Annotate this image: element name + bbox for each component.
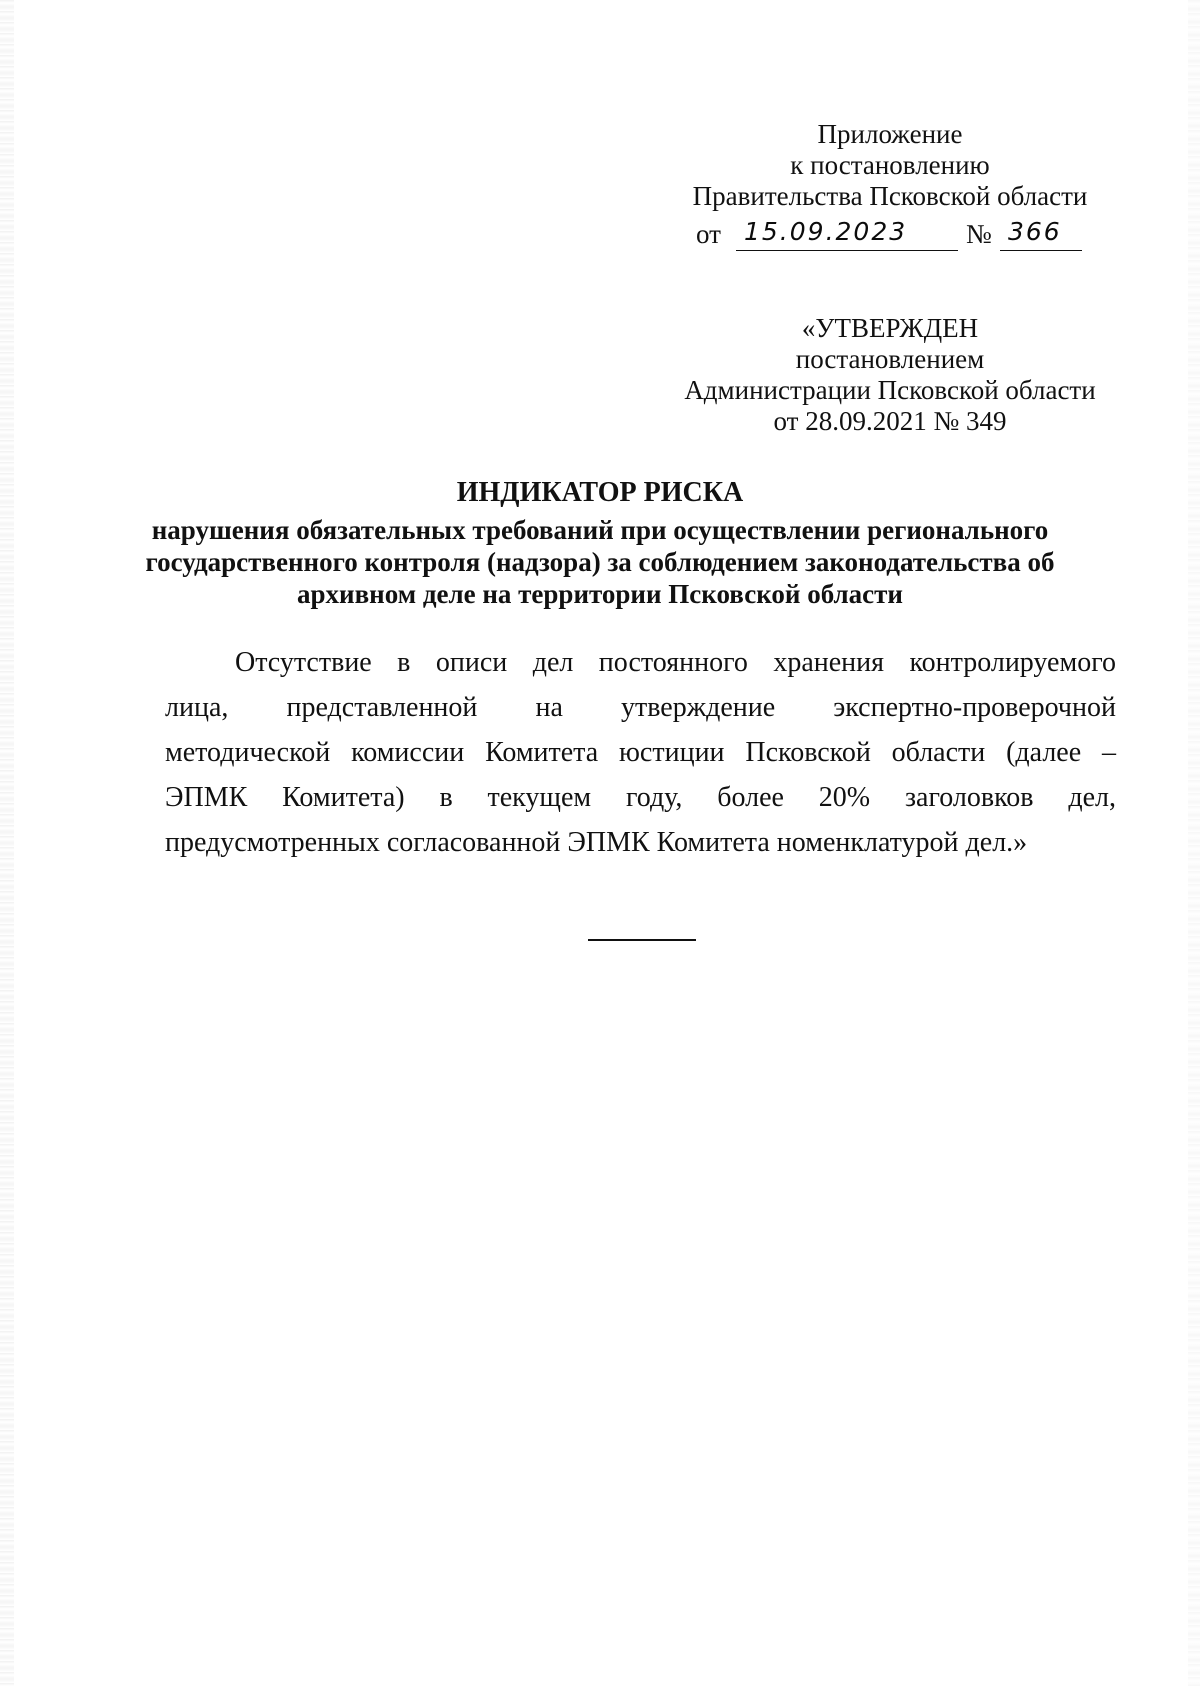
approved-block [660, 312, 1120, 436]
body-line: Отсутствие в описи дел постоянного хранения контролируемого [235, 647, 1116, 678]
scan-edge-right [1188, 0, 1200, 1686]
body-line: лица, представленной на утверждение экспертно-проверочной [165, 692, 1116, 723]
appendix-line: Правительства Псковской области [692, 181, 1088, 211]
appendix-line: к постановлению [790, 150, 990, 180]
resolution-date-number [696, 218, 1116, 258]
appendix-line: Приложение [817, 119, 963, 149]
document-title: ИНДИКАТОР РИСКА [456, 477, 744, 508]
date-prefix: от [696, 219, 721, 249]
number-prefix: № [966, 219, 992, 249]
document-title-block [100, 477, 1100, 610]
document-subtitle-line: государственного контроля (надзора) за соблюдением законодательства об [145, 547, 1055, 577]
end-separator-rule [588, 939, 696, 941]
approved-line: «УТВЕРЖДЕН [801, 313, 979, 343]
document-subtitle-line: архивном деле на территории Псковской области [297, 579, 903, 609]
body-line: предусмотренных согласованной ЭПМК Комитета номенклатурой дел.» [165, 827, 1028, 858]
number-underline [1000, 250, 1082, 251]
document-subtitle-line: нарушения обязательных требований при осуществлении регионального [151, 515, 1049, 545]
body-line: методической комиссии Комитета юстиции Псковской области (далее – [165, 737, 1116, 768]
approved-line: Администрации Псковской области [684, 375, 1096, 405]
approved-line: от 28.09.2021 № 349 [773, 406, 1007, 436]
appendix-header [660, 118, 1120, 211]
body-line: ЭПМК Комитета) в текущем году, более 20% заголовков дел, [165, 782, 1116, 813]
approved-line: постановлением [795, 344, 985, 374]
handwritten-date: 15.09.2023 [744, 217, 908, 246]
scan-edge-left [0, 0, 14, 1686]
date-underline [736, 250, 958, 251]
handwritten-number: 366 [1008, 217, 1062, 246]
